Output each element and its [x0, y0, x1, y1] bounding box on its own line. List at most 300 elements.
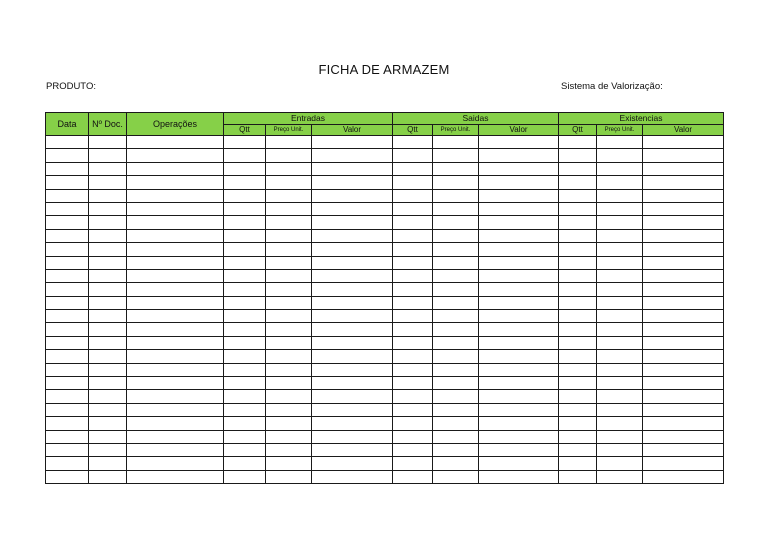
table-cell: [559, 243, 597, 256]
table-cell: [479, 149, 559, 162]
table-cell: [479, 336, 559, 349]
table-cell: [643, 430, 724, 443]
table-cell: [559, 417, 597, 430]
table-cell: [393, 202, 433, 215]
table-cell: [266, 136, 312, 149]
table-cell: [433, 310, 479, 323]
table-cell: [46, 202, 89, 215]
table-cell: [433, 323, 479, 336]
table-cell: [597, 136, 643, 149]
table-cell: [89, 189, 127, 202]
table-cell: [127, 377, 224, 390]
table-cell: [127, 443, 224, 456]
table-cell: [479, 202, 559, 215]
table-cell: [479, 403, 559, 416]
table-cell: [479, 162, 559, 175]
table-cell: [597, 403, 643, 416]
table-cell: [46, 256, 89, 269]
table-cell: [266, 176, 312, 189]
table-cell: [393, 283, 433, 296]
table-cell: [46, 430, 89, 443]
table-row: [46, 283, 724, 296]
table-cell: [643, 470, 724, 483]
table-cell: [393, 390, 433, 403]
table-cell: [224, 149, 266, 162]
table-cell: [479, 457, 559, 470]
table-cell: [393, 296, 433, 309]
table-cell: [479, 377, 559, 390]
table-cell: [559, 310, 597, 323]
table-cell: [393, 336, 433, 349]
table-cell: [643, 457, 724, 470]
table-cell: [89, 430, 127, 443]
table-cell: [46, 457, 89, 470]
table-cell: [312, 283, 393, 296]
table-cell: [393, 243, 433, 256]
table-cell: [312, 269, 393, 282]
table-cell: [89, 269, 127, 282]
table-cell: [643, 296, 724, 309]
table-cell: [89, 363, 127, 376]
table-cell: [266, 403, 312, 416]
group-header-saidas: Saidas: [393, 113, 559, 125]
table-cell: [89, 470, 127, 483]
table-cell: [312, 189, 393, 202]
table-cell: [393, 350, 433, 363]
table-row: [46, 443, 724, 456]
table-row: [46, 377, 724, 390]
table-cell: [266, 417, 312, 430]
table-cell: [433, 363, 479, 376]
table-cell: [643, 350, 724, 363]
table-cell: [597, 256, 643, 269]
table-cell: [643, 149, 724, 162]
table-cell: [433, 457, 479, 470]
subheader-preco-unit: Preço Unit.: [597, 125, 643, 136]
table-cell: [312, 149, 393, 162]
subheader-valor: Valor: [479, 125, 559, 136]
table-cell: [559, 430, 597, 443]
table-cell: [127, 350, 224, 363]
table-cell: [433, 390, 479, 403]
table-cell: [312, 350, 393, 363]
column-header-doc: Nº Doc.: [89, 113, 127, 136]
table-cell: [89, 417, 127, 430]
table-cell: [46, 310, 89, 323]
table-cell: [266, 457, 312, 470]
table-cell: [46, 229, 89, 242]
table-cell: [643, 216, 724, 229]
table-cell: [266, 430, 312, 443]
table-cell: [559, 176, 597, 189]
table-cell: [479, 470, 559, 483]
table-cell: [433, 443, 479, 456]
table-cell: [393, 310, 433, 323]
table-cell: [433, 202, 479, 215]
table-cell: [393, 162, 433, 175]
table-cell: [479, 243, 559, 256]
table-cell: [393, 470, 433, 483]
table-cell: [559, 189, 597, 202]
table-cell: [393, 443, 433, 456]
table-cell: [127, 296, 224, 309]
table-cell: [89, 162, 127, 175]
table-cell: [266, 283, 312, 296]
table-cell: [266, 243, 312, 256]
table-row: [46, 363, 724, 376]
table-cell: [224, 176, 266, 189]
subheader-qtt: Qtt: [559, 125, 597, 136]
table-cell: [46, 323, 89, 336]
table-cell: [559, 296, 597, 309]
table-cell: [46, 189, 89, 202]
table-cell: [479, 363, 559, 376]
table-cell: [89, 149, 127, 162]
table-cell: [46, 149, 89, 162]
table-cell: [559, 323, 597, 336]
table-row: [46, 296, 724, 309]
table-row: [46, 457, 724, 470]
table-cell: [89, 243, 127, 256]
table-cell: [643, 283, 724, 296]
table-cell: [433, 403, 479, 416]
table-cell: [479, 269, 559, 282]
table-row: [46, 243, 724, 256]
table-row: [46, 216, 724, 229]
table-cell: [127, 149, 224, 162]
table-cell: [312, 243, 393, 256]
table-cell: [266, 216, 312, 229]
table-cell: [597, 336, 643, 349]
table-cell: [89, 296, 127, 309]
table-cell: [127, 136, 224, 149]
table-cell: [479, 229, 559, 242]
table-body: [46, 136, 724, 484]
table-cell: [433, 430, 479, 443]
table-cell: [559, 443, 597, 456]
table-cell: [127, 256, 224, 269]
table-cell: [127, 403, 224, 416]
table-cell: [89, 202, 127, 215]
table-cell: [597, 269, 643, 282]
table-cell: [643, 390, 724, 403]
table-cell: [479, 443, 559, 456]
table-cell: [597, 310, 643, 323]
table-row: [46, 403, 724, 416]
table-cell: [46, 269, 89, 282]
table-cell: [224, 430, 266, 443]
table-row: [46, 430, 724, 443]
table-cell: [597, 189, 643, 202]
table-cell: [597, 443, 643, 456]
table-cell: [224, 229, 266, 242]
table-cell: [89, 216, 127, 229]
table-cell: [224, 162, 266, 175]
subheader-preco-unit: Preço Unit.: [266, 125, 312, 136]
table-cell: [312, 390, 393, 403]
table-cell: [127, 243, 224, 256]
table-cell: [312, 363, 393, 376]
table-cell: [433, 176, 479, 189]
table-cell: [46, 390, 89, 403]
table-cell: [643, 310, 724, 323]
table-cell: [643, 269, 724, 282]
table-cell: [224, 417, 266, 430]
table-cell: [597, 162, 643, 175]
table-row: [46, 136, 724, 149]
subheader-qtt: Qtt: [224, 125, 266, 136]
table-cell: [559, 470, 597, 483]
table-cell: [479, 296, 559, 309]
produto-label: PRODUTO:: [46, 81, 96, 92]
table-cell: [643, 136, 724, 149]
table-cell: [559, 202, 597, 215]
table-row: [46, 229, 724, 242]
table-cell: [127, 269, 224, 282]
table-row: [46, 202, 724, 215]
table-cell: [266, 229, 312, 242]
table-row: [46, 149, 724, 162]
column-header-operacoes: Operações: [127, 113, 224, 136]
table-cell: [46, 363, 89, 376]
table-cell: [559, 216, 597, 229]
table-cell: [479, 176, 559, 189]
table-cell: [266, 310, 312, 323]
sistema-valorizacao-label: Sistema de Valorização:: [561, 81, 663, 92]
table-row: [46, 470, 724, 483]
table-cell: [559, 256, 597, 269]
table-cell: [479, 417, 559, 430]
table-cell: [46, 470, 89, 483]
table-cell: [224, 350, 266, 363]
table-cell: [89, 323, 127, 336]
table-cell: [89, 136, 127, 149]
table-cell: [127, 162, 224, 175]
table-cell: [597, 229, 643, 242]
table-cell: [433, 162, 479, 175]
group-header-entradas: Entradas: [224, 113, 393, 125]
table-cell: [479, 283, 559, 296]
table-cell: [643, 443, 724, 456]
table-row: [46, 336, 724, 349]
table-cell: [643, 243, 724, 256]
table-cell: [393, 216, 433, 229]
table-cell: [393, 269, 433, 282]
table-cell: [643, 363, 724, 376]
table-cell: [127, 310, 224, 323]
table-cell: [597, 417, 643, 430]
table-cell: [46, 243, 89, 256]
table-cell: [433, 377, 479, 390]
table-cell: [89, 310, 127, 323]
table-cell: [224, 470, 266, 483]
table-cell: [433, 256, 479, 269]
table-cell: [224, 377, 266, 390]
table-cell: [597, 283, 643, 296]
table-cell: [224, 283, 266, 296]
table-cell: [224, 323, 266, 336]
table-cell: [46, 296, 89, 309]
table-cell: [89, 176, 127, 189]
table-cell: [224, 390, 266, 403]
table-cell: [224, 202, 266, 215]
table-cell: [46, 336, 89, 349]
table-cell: [597, 350, 643, 363]
table-row: [46, 176, 724, 189]
table-cell: [433, 283, 479, 296]
table-cell: [643, 403, 724, 416]
table-cell: [559, 363, 597, 376]
table-cell: [224, 296, 266, 309]
table-cell: [312, 229, 393, 242]
table-cell: [46, 176, 89, 189]
subheader-valor: Valor: [312, 125, 393, 136]
table-cell: [224, 216, 266, 229]
table-cell: [127, 470, 224, 483]
table-cell: [312, 310, 393, 323]
table-cell: [266, 390, 312, 403]
table-cell: [127, 323, 224, 336]
table-cell: [224, 403, 266, 416]
table-cell: [559, 350, 597, 363]
table-cell: [597, 363, 643, 376]
table-cell: [393, 457, 433, 470]
table-cell: [559, 229, 597, 242]
table-cell: [266, 162, 312, 175]
table-cell: [597, 243, 643, 256]
table-cell: [597, 323, 643, 336]
table-cell: [559, 136, 597, 149]
table-cell: [433, 296, 479, 309]
table-cell: [597, 377, 643, 390]
table-cell: [479, 390, 559, 403]
table-cell: [266, 323, 312, 336]
table-cell: [597, 216, 643, 229]
table-cell: [393, 176, 433, 189]
table-row: [46, 310, 724, 323]
table-cell: [46, 350, 89, 363]
table-row: [46, 162, 724, 175]
table-cell: [89, 283, 127, 296]
table-cell: [643, 229, 724, 242]
table-cell: [643, 377, 724, 390]
table-cell: [266, 363, 312, 376]
table-cell: [266, 350, 312, 363]
table-cell: [643, 202, 724, 215]
table-cell: [643, 256, 724, 269]
table-cell: [266, 202, 312, 215]
table-cell: [127, 176, 224, 189]
table-cell: [312, 336, 393, 349]
table-cell: [393, 229, 433, 242]
table-cell: [479, 430, 559, 443]
table-cell: [559, 269, 597, 282]
table-cell: [312, 443, 393, 456]
table-cell: [46, 417, 89, 430]
table-cell: [393, 136, 433, 149]
table-cell: [312, 176, 393, 189]
table-cell: [479, 350, 559, 363]
table-cell: [312, 457, 393, 470]
table-cell: [127, 202, 224, 215]
table-cell: [46, 283, 89, 296]
table-cell: [479, 310, 559, 323]
table-cell: [643, 336, 724, 349]
table-row: [46, 189, 724, 202]
table-cell: [224, 363, 266, 376]
table-cell: [559, 377, 597, 390]
ficha-table: [45, 112, 724, 484]
table-cell: [393, 149, 433, 162]
table-cell: [597, 470, 643, 483]
table-cell: [643, 176, 724, 189]
table-cell: [479, 189, 559, 202]
table-cell: [46, 162, 89, 175]
table-cell: [312, 136, 393, 149]
table-cell: [393, 430, 433, 443]
table-row: [46, 350, 724, 363]
table-cell: [224, 269, 266, 282]
table-cell: [312, 470, 393, 483]
table-cell: [643, 189, 724, 202]
table-cell: [559, 162, 597, 175]
table-cell: [393, 323, 433, 336]
table-cell: [89, 350, 127, 363]
table-cell: [643, 417, 724, 430]
table-cell: [224, 310, 266, 323]
table-cell: [479, 256, 559, 269]
table-cell: [266, 377, 312, 390]
table-cell: [224, 256, 266, 269]
table-cell: [89, 336, 127, 349]
table-cell: [266, 256, 312, 269]
table-cell: [312, 162, 393, 175]
table-cell: [224, 189, 266, 202]
table-cell: [433, 149, 479, 162]
table-row: [46, 256, 724, 269]
table-cell: [433, 229, 479, 242]
table-cell: [597, 149, 643, 162]
table-cell: [127, 430, 224, 443]
table-cell: [46, 216, 89, 229]
table-cell: [266, 296, 312, 309]
subheader-preco-unit: Preço Unit.: [433, 125, 479, 136]
table-cell: [224, 443, 266, 456]
table-cell: [597, 202, 643, 215]
subheader-valor: Valor: [643, 125, 724, 136]
table-cell: [127, 216, 224, 229]
table-row: [46, 390, 724, 403]
table-cell: [266, 336, 312, 349]
table-cell: [479, 216, 559, 229]
table-cell: [266, 470, 312, 483]
table-cell: [433, 417, 479, 430]
table-cell: [127, 336, 224, 349]
group-header-existencias: Existencias: [559, 113, 724, 125]
table-cell: [393, 363, 433, 376]
table-cell: [89, 229, 127, 242]
table-cell: [559, 457, 597, 470]
table-cell: [46, 403, 89, 416]
table-cell: [312, 403, 393, 416]
table-cell: [127, 363, 224, 376]
table-cell: [89, 457, 127, 470]
table-cell: [433, 189, 479, 202]
table-cell: [89, 390, 127, 403]
table-row: [46, 323, 724, 336]
table-cell: [89, 403, 127, 416]
table-cell: [597, 430, 643, 443]
